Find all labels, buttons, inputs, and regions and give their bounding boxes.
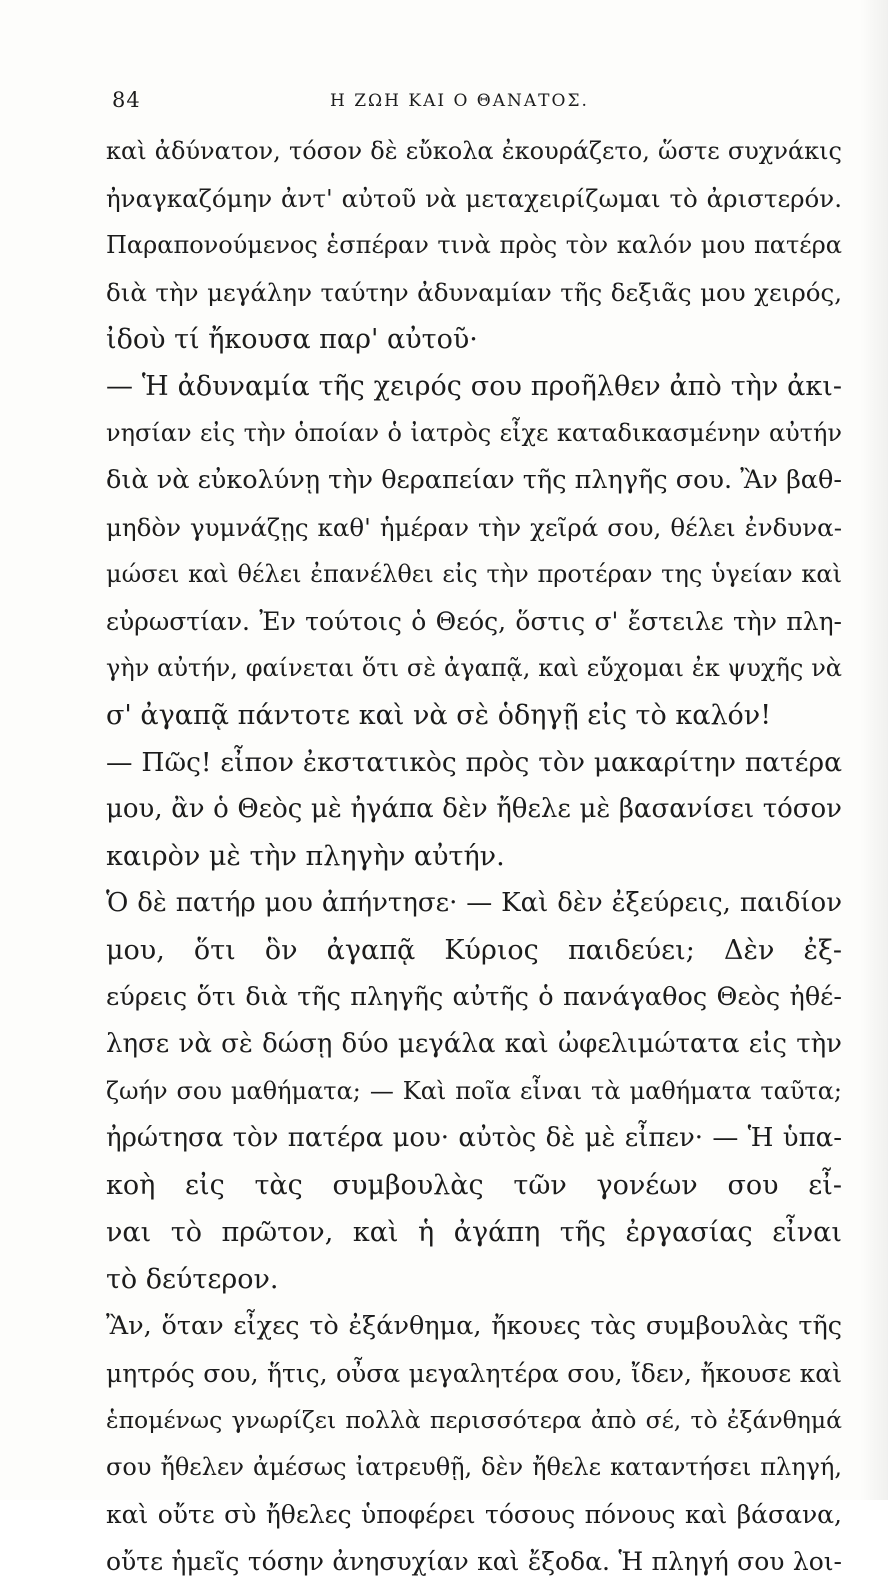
page-edge-shadow — [860, 0, 888, 1500]
text-line: Ἂν, ὅταν εἶχες τὸ ἐξάνθημα, ἤκουες τὰς συμβουλὰς τῆς — [106, 1311, 842, 1341]
text-line: ἰδοὺ τί ἤκουσα παρ' αὐτοῦ· — [106, 324, 478, 355]
text-line: ζωήν σου μαθήματα; — Καὶ ποῖα εἶναι τὰ μαθήματα ταῦτα; — [106, 1077, 842, 1105]
text-line: μου, ὅτι ὃν ἀγαπᾷ Κύριος παιδεύει; Δὲν ἐξ- — [106, 935, 842, 966]
text-line: σ' ἀγαπᾷ πάντοτε καὶ νὰ σὲ ὁδηγῇ εἰς τὸ καλόν! — [106, 700, 772, 731]
text-line: γὴν αὐτήν, φαίνεται ὅτι σὲ ἀγαπᾷ, καὶ εὔχομαι ἐκ ψυχῆς νὰ — [106, 654, 842, 682]
running-title: Η ΖΩΗ ΚΑΙ Ο ΘΑΝΑΤΟΣ. — [330, 91, 589, 111]
text-line: Ὁ δὲ πατήρ μου ἀπήντησε· — Καὶ δὲν ἐξεύρεις, παιδίον — [106, 888, 842, 918]
text-line: εὐρωστίαν. Ἐν τούτοις ὁ Θεός, ὅστις σ' ἔστειλε τὴν πλη- — [106, 607, 842, 636]
text-line: μώσει καὶ θέλει ἐπανέλθει εἰς τὴν προτέραν της ὑγείαν καὶ — [106, 560, 842, 588]
text-line: κοὴ εἰς τὰς συμβουλὰς τῶν γονέων σου εἶ- — [106, 1170, 842, 1201]
text-line: μηδὸν γυμνάζῃς καθ' ἡμέραν τὴν χεῖρά σου, θέλει ἐνδυνα- — [106, 513, 842, 542]
page-number: 84 — [112, 88, 141, 112]
text-line: ἑπομένως γνωρίζει πολλὰ περισσότερα ἀπὸ σέ, τὸ ἐξάνθημά — [106, 1406, 842, 1434]
text-line: λησε νὰ σὲ δώσῃ δύο μεγάλα καὶ ὠφελιμώτατα εἰς τὴν — [106, 1029, 842, 1059]
text-line: μητρός σου, ἥτις, οὖσα μεγαλητέρα σου, ἴδεν, ἤκουσε καὶ — [106, 1359, 842, 1388]
text-line: σου ἤθελεν ἀμέσως ἰατρευθῇ, δὲν ἤθελε καταντήσει πληγή, — [106, 1453, 842, 1481]
body-text — [106, 128, 842, 1585]
text-line: εύρεις ὅτι διὰ τῆς πληγῆς αὐτῆς ὁ πανάγαθος Θεὸς ἠθέ- — [106, 982, 842, 1012]
text-line: τὸ δεύτερον. — [106, 1264, 279, 1295]
text-line: διὰ τὴν μεγάλην ταύτην ἀδυναμίαν τῆς δεξιᾶς μου χειρός, — [106, 278, 842, 307]
text-line: μου, ἂν ὁ Θεὸς μὲ ἠγάπα δὲν ἤθελε μὲ βασανίσει τόσον — [106, 794, 842, 824]
text-line: Παραπονούμενος ἑσπέραν τινὰ πρὸς τὸν καλόν μου πατέρα — [106, 231, 842, 259]
text-line: καὶ ἀδύνατον, τόσον δὲ εὔκολα ἐκουράζετο, ὥστε συχνάκις — [106, 137, 842, 165]
text-line: διὰ νὰ εὐκολύνῃ τὴν θεραπείαν τῆς πληγῆς σου. Ἂν βαθ- — [106, 465, 842, 495]
text-line: καὶ οὔτε σὺ ἤθελες ὑποφέρει τόσους πόνους καὶ βάσανα, — [106, 1500, 842, 1529]
text-line: καιρὸν μὲ τὴν πληγὴν αὐτήν. — [106, 841, 505, 872]
text-line: οὔτε ἡμεῖς τόσην ἀνησυχίαν καὶ ἔξοδα. Ἡ πληγή σου λοι- — [106, 1547, 842, 1576]
text-line: — Ἡ ἀδυναμία τῆς χειρός σου προῆλθεν ἀπὸ τὴν ἀκι- — [106, 371, 842, 402]
text-line: ναι τὸ πρῶτον, καὶ ἡ ἀγάπη τῆς ἐργασίας εἶναι — [106, 1217, 842, 1248]
text-line: — Πῶς! εἶπον ἐκστατικὸς πρὸς τὸν μακαρίτην πατέρα — [106, 747, 842, 778]
text-line: ἠναγκαζόμην ἀντ' αὐτοῦ νὰ μεταχειρίζωμαι τὸ ἀριστερόν. — [106, 184, 842, 213]
text-line: ἠρώτησα τὸν πατέρα μου· αὐτὸς δὲ μὲ εἶπεν· — Ἡ ὑπα- — [106, 1123, 842, 1153]
page-header — [112, 88, 832, 118]
text-line: νησίαν εἰς τὴν ὁποίαν ὁ ἰατρὸς εἶχε καταδικασμένην αὐτήν — [106, 419, 842, 447]
